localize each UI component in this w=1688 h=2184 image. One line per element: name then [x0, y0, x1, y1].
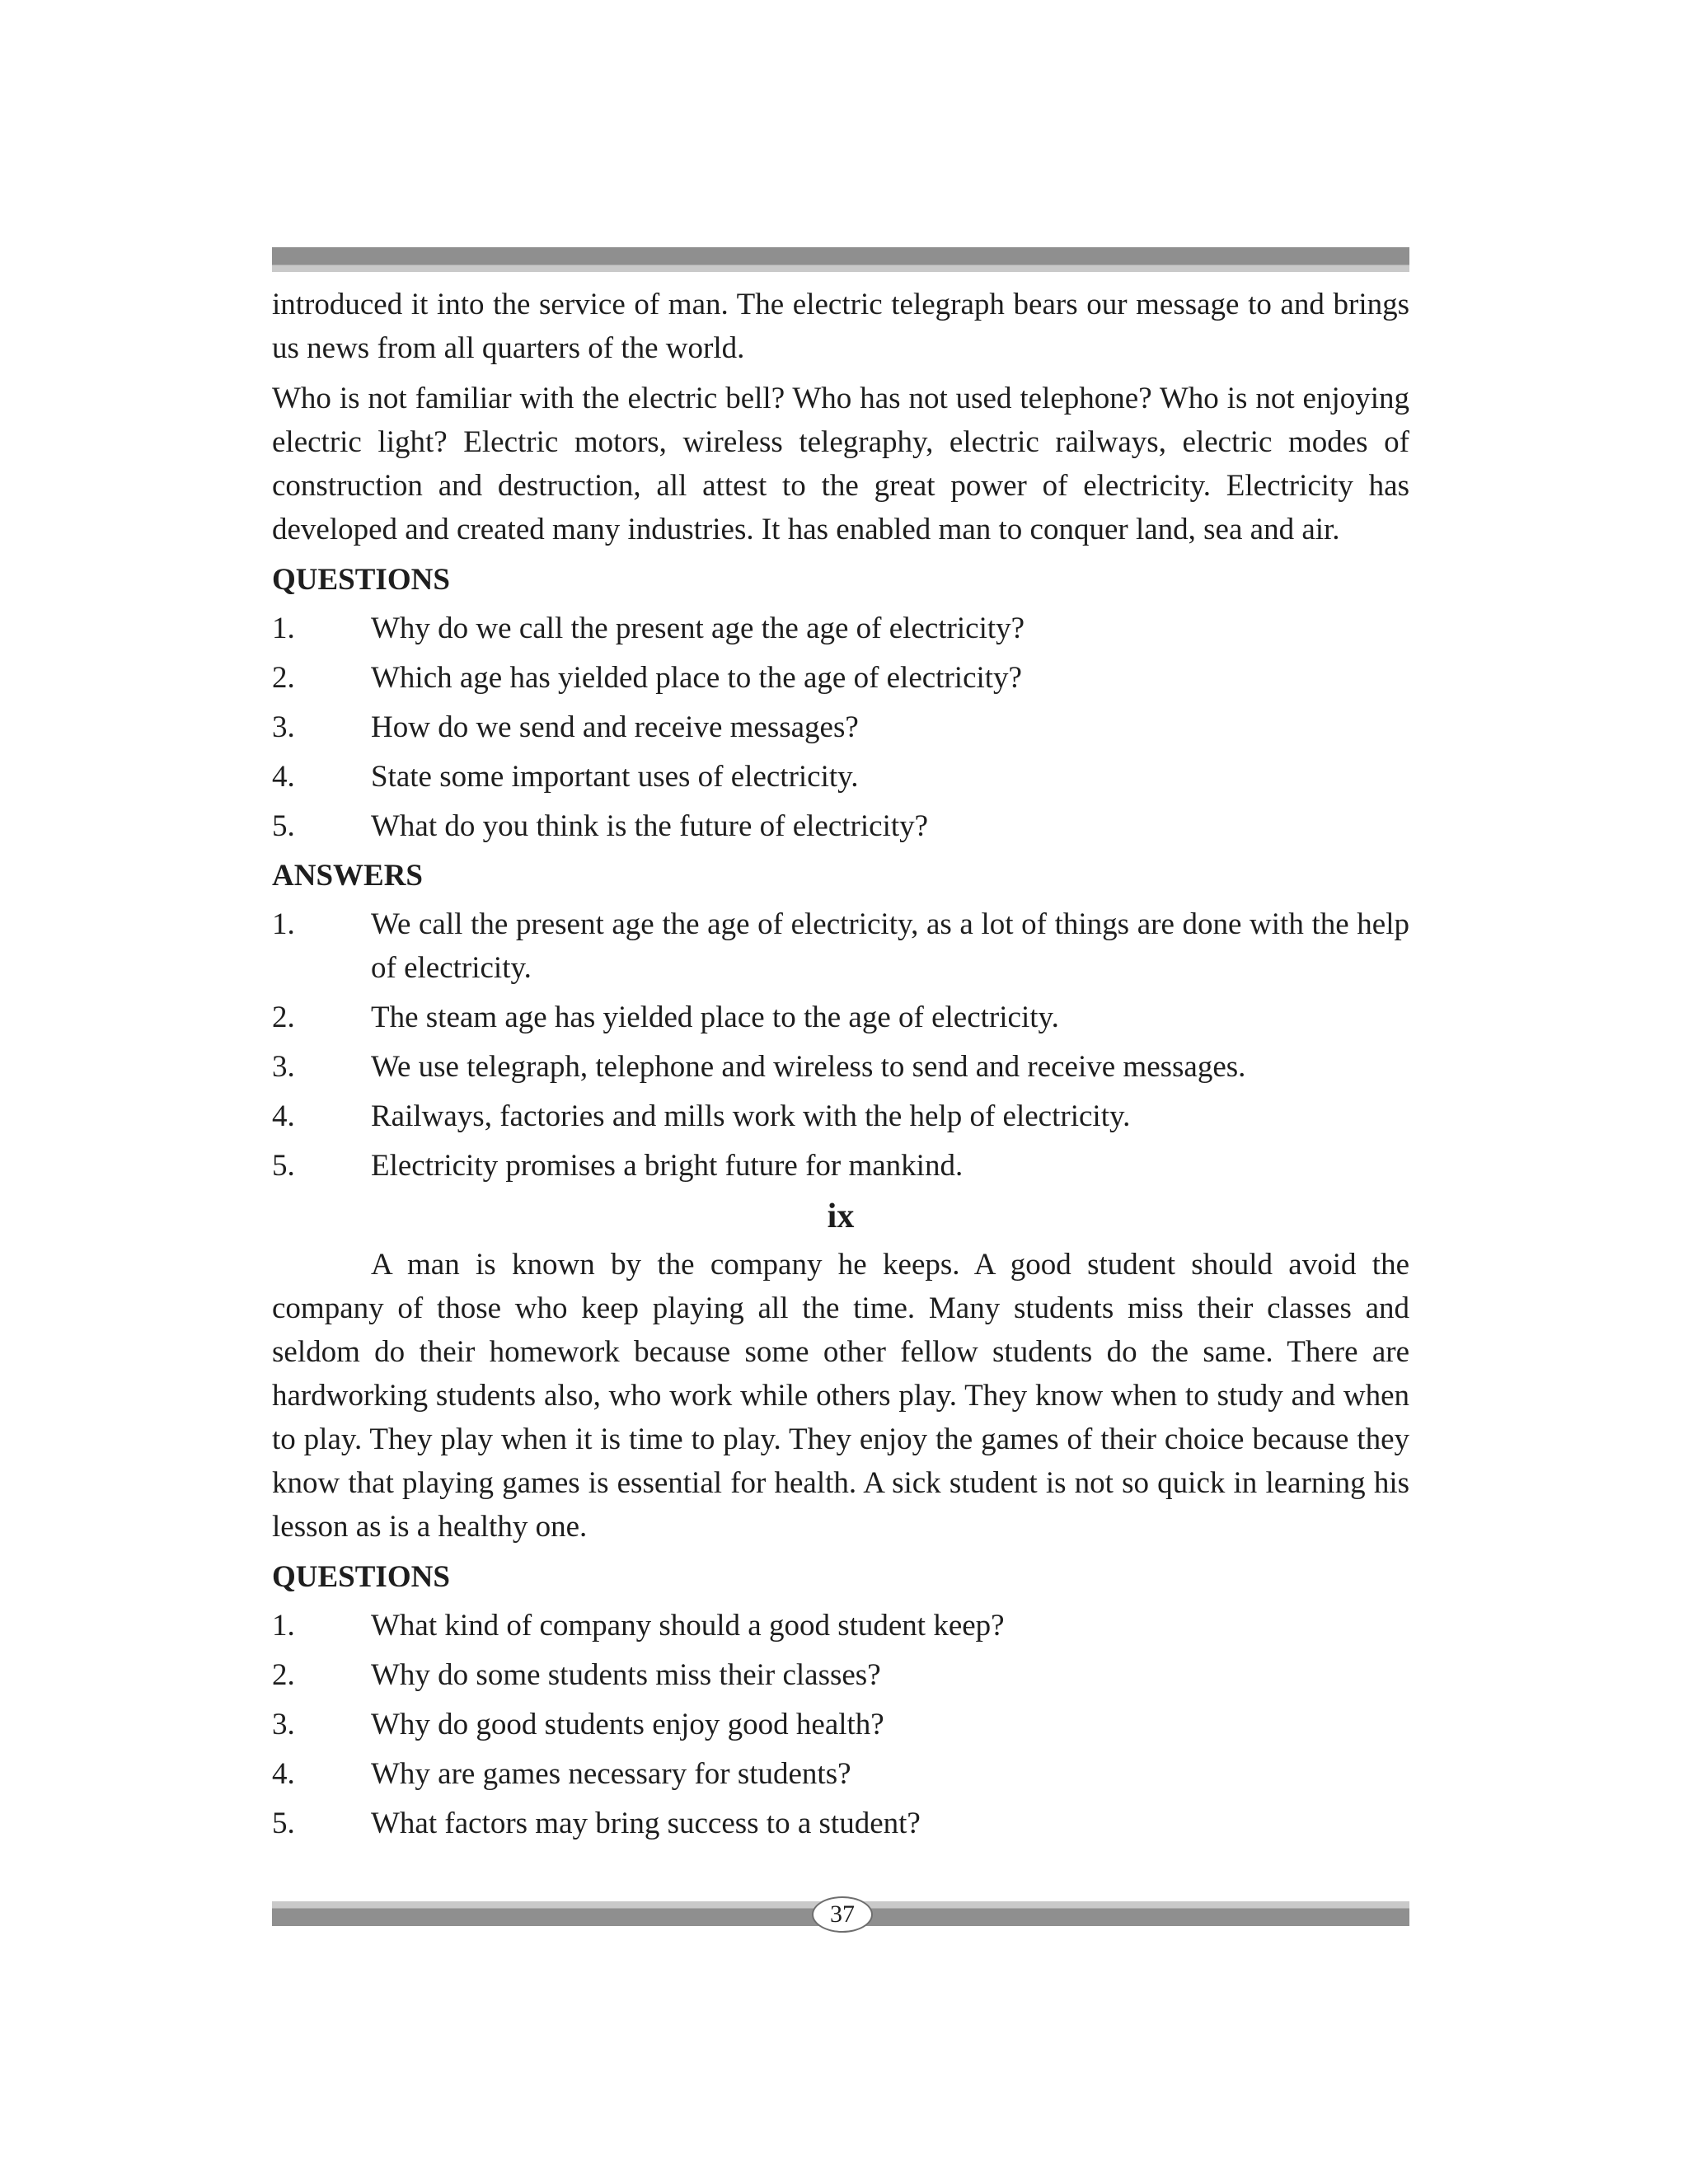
item-number: 1.: [272, 1609, 295, 1643]
list-item: [272, 996, 1409, 1039]
paragraph: Who is not familiar with the electric bell? Who has not used telephone? Who is not enjoying electric light? Electric motors, wireless telegraphy, electric railways, electric modes of construction and destruction, all attest to the great power of electricity. Electricity has developed and created many industries. It has enabled man to conquer land, sea and air.: [272, 382, 1409, 546]
list-item: [272, 1752, 1409, 1796]
item-text: The steam age has yielded place to the age of electricity.: [371, 1001, 1059, 1034]
list-item: [272, 1094, 1409, 1138]
item-number: 3.: [272, 710, 295, 744]
item-number: 5.: [272, 809, 295, 843]
item-text: Why do we call the present age the age of electricity?: [371, 612, 1025, 645]
page-content: [272, 283, 1409, 1851]
list-item: [272, 1045, 1409, 1089]
item-text: Why do some students miss their classes?: [371, 1658, 881, 1692]
questions-heading: QUESTIONS: [272, 1560, 450, 1594]
item-text: Railways, factories and mills work with the help of electricity.: [371, 1099, 1131, 1133]
questions-heading: QUESTIONS: [272, 563, 450, 597]
paragraph: A man is known by the company he keeps. A good student should avoid the company of those who keep playing all the time. Many students miss their classes and seldom do their homework because some other fellow students do the same. There are hardworking students also, who work while others play. They know when to study and when to play. They play when it is time to play. They enjoy the games of their choice because they know that playing games is essential for health. A sick student is not so quick in learning his lesson as is a healthy one.: [272, 1248, 1409, 1544]
item-text: Why are games necessary for students?: [371, 1757, 851, 1791]
list-item: [272, 656, 1409, 700]
questions-list: [272, 607, 1409, 848]
item-number: 4.: [272, 760, 295, 794]
item-number: 3.: [272, 1708, 295, 1741]
item-number: 1.: [272, 907, 295, 941]
item-text: What do you think is the future of electricity?: [371, 809, 929, 843]
list-item: [272, 1604, 1409, 1647]
paragraph: introduced it into the service of man. The electric telegraph bears our message to and brings us news from all quarters of the world.: [272, 288, 1409, 365]
section-title: ix: [827, 1197, 855, 1235]
list-item: [272, 1802, 1409, 1845]
page-number: 37: [812, 1896, 873, 1933]
item-text: Why do good students enjoy good health?: [371, 1708, 884, 1741]
item-text: State some important uses of electricity.: [371, 760, 859, 794]
answers-heading: ANSWERS: [272, 859, 423, 893]
item-text: Electricity promises a bright future for mankind.: [371, 1149, 964, 1183]
list-item: [272, 1653, 1409, 1697]
item-text: How do we send and receive messages?: [371, 710, 859, 744]
item-number: 2.: [272, 661, 295, 695]
item-number: 2.: [272, 1658, 295, 1692]
list-item: [272, 755, 1409, 799]
item-number: 4.: [272, 1757, 295, 1791]
item-text: We use telegraph, telephone and wireless to send and receive messages.: [371, 1050, 1246, 1084]
list-item: [272, 705, 1409, 749]
item-number: 3.: [272, 1050, 295, 1084]
item-text: We call the present age the age of electricity, as a lot of things are done with the help of electricity.: [371, 907, 1409, 985]
item-text: What kind of company should a good student keep?: [371, 1609, 1005, 1643]
item-number: 1.: [272, 612, 295, 645]
list-item: [272, 607, 1409, 650]
item-text: Which age has yielded place to the age of electricity?: [371, 661, 1022, 695]
answers-list: [272, 902, 1409, 1188]
questions-list: [272, 1604, 1409, 1845]
item-number: 5.: [272, 1807, 295, 1840]
item-number: 4.: [272, 1099, 295, 1133]
list-item: [272, 804, 1409, 848]
list-item: [272, 1144, 1409, 1188]
item-number: 2.: [272, 1001, 295, 1034]
list-item: [272, 1703, 1409, 1746]
item-number: 5.: [272, 1149, 295, 1183]
list-item: [272, 902, 1409, 990]
item-text: What factors may bring success to a student?: [371, 1807, 921, 1840]
header-rule: [272, 247, 1409, 272]
